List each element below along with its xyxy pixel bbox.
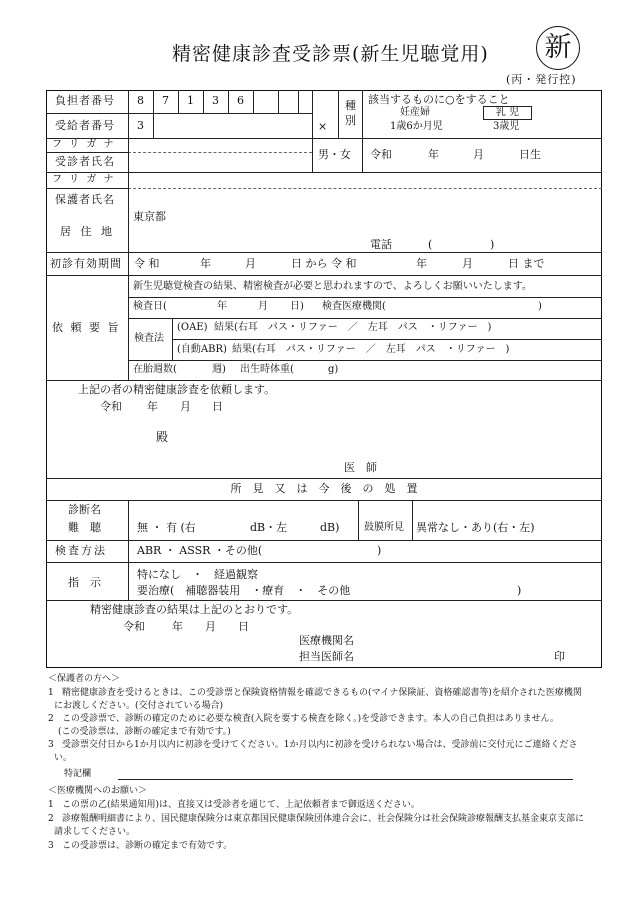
instruction-close: ) — [517, 584, 522, 597]
payer-number-label: 負担者番号 — [55, 94, 115, 107]
oae-label: (OAE) — [177, 322, 208, 333]
diagnosis-label: 診断名 — [68, 503, 101, 516]
category-instruction: 該当するものに○をすること — [368, 93, 510, 106]
copy-label: (丙・発行控) — [506, 73, 577, 86]
note-line: い。 — [54, 753, 73, 763]
category-label-top: 種 — [345, 99, 356, 112]
seal-mark: 印 — [554, 650, 565, 663]
validity-to-year: 年 — [416, 257, 427, 270]
table-rule — [46, 152, 128, 153]
note-line: にお渡しください。(交付されている場合) — [54, 701, 224, 711]
new-stamp — [536, 26, 580, 70]
result-date-era: 令和 — [123, 620, 145, 633]
table-rule — [128, 152, 312, 153]
table-rule — [298, 90, 299, 113]
phone-close: ) — [490, 238, 495, 251]
request-label: 依 頼 要 旨 — [52, 321, 121, 334]
medical-notes-heading: ＜医療機関へのお願い＞ — [48, 786, 148, 796]
note-number: 2 — [48, 814, 54, 824]
phone-label: 電話 — [370, 238, 392, 251]
table-rule — [128, 318, 602, 319]
result-date-month: 月 — [205, 620, 216, 633]
address-label: 居 住 地 — [60, 225, 115, 238]
special-remarks-line — [118, 779, 573, 780]
doctor-label: 医 師 — [344, 461, 377, 474]
table-rule — [46, 188, 128, 189]
table-rule — [128, 90, 129, 380]
test-method-close: ) — [377, 544, 382, 557]
category-infant: 乳 児 — [483, 106, 532, 120]
table-rule — [46, 600, 602, 601]
request-date-era: 令和 — [100, 400, 122, 413]
instruction-line1: 特になし ・ 経過観察 — [137, 568, 258, 581]
table-rule — [46, 380, 602, 381]
request-date-year: 年 — [147, 400, 158, 413]
table-rule — [253, 90, 254, 113]
birth-era: 令和 — [370, 148, 392, 161]
recipient-digit: 3 — [137, 119, 144, 132]
validity-from-year: 年 — [200, 257, 211, 270]
payer-digit: 1 — [187, 94, 194, 107]
result-date-day: 日 — [238, 620, 249, 633]
table-rule — [46, 275, 602, 276]
table-rule — [46, 562, 602, 563]
note-number: 3 — [48, 740, 54, 750]
form-title: 精密健康診査受診票(新生児聴覚用) — [172, 43, 489, 65]
abr-label: (自動ABR) — [177, 344, 227, 355]
sex-options: 男・女 — [318, 148, 351, 161]
table-rule — [46, 138, 602, 139]
examinee-name-label: 受診者氏名 — [55, 155, 115, 168]
recipient-number-label: 受給者番号 — [55, 119, 115, 132]
validity-to-day: 日 まで — [508, 257, 545, 270]
table-rule — [46, 113, 312, 114]
table-rule — [338, 90, 339, 138]
new-stamp-char: 新 — [544, 32, 572, 63]
table-rule — [153, 90, 154, 138]
validity-label: 初診有効期間 — [50, 257, 122, 270]
gestation-open: 在胎週数( — [133, 364, 177, 375]
category-pregnant: 妊産婦 — [400, 107, 430, 118]
institution-open: 検査医療機関( — [322, 301, 386, 312]
guardian-notes-heading: ＜保護者の方へ＞ — [48, 674, 121, 684]
category-toddler: 1歳6か月児 — [390, 121, 443, 132]
note-line: 受診票交付日から1か月以内に初診を受けてください。1か月以内に初診を受けられない場合は、受診前に交付元にご連絡くださ — [62, 740, 578, 750]
table-rule — [172, 318, 173, 360]
birth-day: 日生 — [519, 148, 541, 161]
note-number: 1 — [48, 688, 54, 698]
table-rule — [46, 252, 602, 253]
table-rule — [203, 90, 204, 113]
request-date-day: 日 — [212, 400, 223, 413]
table-rule — [358, 500, 359, 540]
guardian-furigana-label: フ リ ガ ナ — [52, 174, 116, 185]
examinee-furigana-label: フ リ ガ ナ — [52, 139, 116, 150]
institution-close: ) — [538, 301, 542, 312]
table-rule — [178, 90, 179, 113]
table-rule — [128, 188, 602, 189]
method-label: 検査法 — [134, 333, 164, 344]
exam-date-close: 日) — [290, 301, 304, 312]
findings-heading: 所 見 又 は 今 後 の 処 置 — [230, 482, 418, 495]
eardrum-label: 鼓膜所見 — [364, 522, 404, 533]
table-rule — [46, 500, 602, 501]
test-method-options: ABR ・ ASSR ・その他( — [137, 544, 263, 557]
birth-weight-open: 出生時体重( — [240, 364, 294, 375]
table-rule — [412, 500, 413, 540]
birth-month: 月 — [473, 148, 484, 161]
table-rule — [46, 478, 602, 479]
institution-name-label: 医療機関名 — [299, 634, 354, 647]
request-date-month: 月 — [180, 400, 191, 413]
table-rule — [46, 540, 602, 541]
validity-to-month: 月 — [462, 257, 473, 270]
note-line: 精密健康診査を受けるときは、この受診票と保険資格情報を確認できるもの(マイナ保険証、資格確認書等)を紹介された医療機関 — [62, 688, 582, 698]
request-statement: 上記の者の精密健康診査を依頼します。 — [78, 383, 276, 396]
hearing-loss-db-close: dB) — [320, 521, 340, 534]
cross-mark: × — [318, 120, 328, 133]
gestation-close: 週) — [212, 364, 226, 375]
test-method-label: 検査方法 — [55, 544, 107, 557]
abr-result: 結果(右耳 パス・リファー ／ 左耳 パス ・リファー ) — [232, 344, 510, 355]
table-rule — [46, 172, 602, 173]
category-label-bottom: 別 — [345, 114, 356, 127]
birth-weight-close: g) — [328, 364, 339, 375]
exam-date-month: 月 — [258, 301, 268, 312]
payer-digit: 3 — [212, 94, 219, 107]
exam-date-year: 年 — [217, 301, 227, 312]
note-number: 1 — [48, 800, 54, 810]
hearing-loss-db-left: dB・左 — [250, 521, 288, 534]
note-line: この受診票で、診断の確定のために必要な検査(入院を要する検査を除く。)を受診できます。本人の自己負担はありません。 — [62, 714, 559, 724]
result-date-year: 年 — [172, 620, 183, 633]
birth-year: 年 — [428, 148, 439, 161]
category-child: 3歳児 — [493, 121, 520, 132]
payer-digit: 6 — [237, 94, 244, 107]
eardrum-options: 異常なし・あり(右・左) — [416, 521, 535, 534]
result-statement: 精密健康診査の結果は上記のとおりです。 — [90, 603, 299, 616]
note-number: 3 — [48, 841, 54, 851]
table-rule — [278, 90, 279, 113]
note-number: 2 — [48, 714, 54, 724]
special-remarks-label: 特記欄 — [64, 769, 92, 779]
instruction-line2: 要治療( 補聴器装用 ・療育 ・ その他 — [137, 584, 351, 597]
table-rule — [228, 90, 229, 113]
hearing-loss-options: 無 ・ 有 (右 — [137, 521, 196, 534]
validity-from-era: 令 和 — [134, 257, 160, 270]
oae-result: 結果(右耳 パス・リファー ／ 左耳 パス ・リファー ) — [214, 322, 492, 333]
form-table — [46, 90, 602, 668]
table-rule — [362, 90, 363, 172]
table-rule — [312, 90, 313, 172]
exam-date-open: 検査日( — [133, 301, 167, 312]
payer-digit: 7 — [162, 94, 169, 107]
note-line: 請求してください。 — [54, 827, 136, 837]
phone-open: ( — [428, 238, 433, 251]
note-line: この票の乙(結果通知用)は、直接又は受診者を通じて、上記依頼者まで御返送ください。 — [62, 800, 420, 810]
note-line: (この受診票は、診断の確定まで有効です。) — [58, 727, 231, 737]
instruction-label: 指 示 — [68, 576, 101, 589]
hearing-loss-label: 難 聴 — [68, 521, 101, 534]
guardian-name-label: 保護者氏名 — [55, 193, 115, 206]
table-rule — [128, 500, 129, 600]
address-prefix: 東京都 — [133, 210, 166, 223]
note-line: この受診票は、診断の確定まで有効です。 — [62, 841, 233, 851]
table-rule — [128, 297, 602, 298]
request-message: 新生児聴覚検査の結果、精密検査が必要と思われますので、よろしくお願いいたします。 — [133, 281, 532, 292]
addressee-honorific: 殿 — [156, 430, 169, 444]
note-line: 診療報酬明細書により、国民健康保険分は東京都国民健康保険団体連合会に、社会保険分は社会保険診療報酬支払基金東京支部に — [62, 814, 585, 824]
table-rule — [128, 360, 602, 361]
table-rule — [172, 339, 602, 340]
payer-digit: 8 — [137, 94, 144, 107]
validity-from-month: 月 — [245, 257, 256, 270]
validity-from-day: 日 から 令 和 — [291, 257, 357, 270]
attending-doctor-label: 担当医師名 — [299, 650, 354, 663]
